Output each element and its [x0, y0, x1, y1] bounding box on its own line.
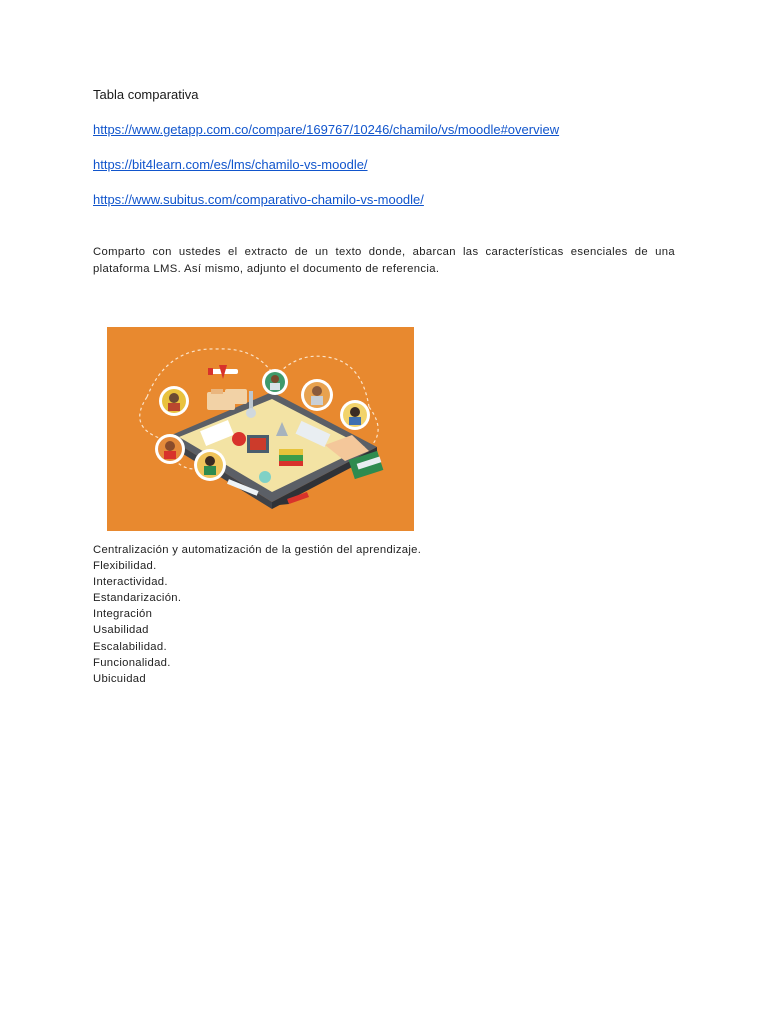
link-bit4learn[interactable]: https://bit4learn.com/es/lms/chamilo-vs-moodle/: [93, 157, 368, 172]
feature-item: Centralización y automatización de la gestión del aprendizaje.: [93, 544, 422, 556]
document-title: Tabla comparativa: [93, 87, 199, 102]
feature-item: Ubicuidad: [93, 672, 146, 685]
feature-item: Integración: [93, 608, 153, 621]
link-getapp[interactable]: https://www.getapp.com.co/compare/169767/10246/chamilo/vs/moodle#overview: [93, 122, 560, 137]
feature-list: [93, 542, 421, 687]
lms-illustration-graphic: [107, 327, 414, 531]
feature-item: Estandarización.: [93, 592, 182, 605]
feature-item: Flexibilidad.: [93, 560, 157, 573]
feature-item: Usabilidad: [93, 624, 149, 637]
feature-item: Escalabilidad.: [93, 640, 167, 653]
lms-illustration: [107, 327, 414, 531]
feature-item: Interactividad.: [93, 576, 168, 589]
feature-item: Funcionalidad.: [93, 656, 171, 669]
intro-paragraph: Comparto con ustedes el extracto de un texto donde, abarcan las características esenciales de una plataforma LMS. Así mismo, adjunto el documento de referencia.: [93, 246, 675, 275]
link-subitus[interactable]: https://www.subitus.com/comparativo-chamilo-vs-moodle/: [93, 192, 424, 207]
